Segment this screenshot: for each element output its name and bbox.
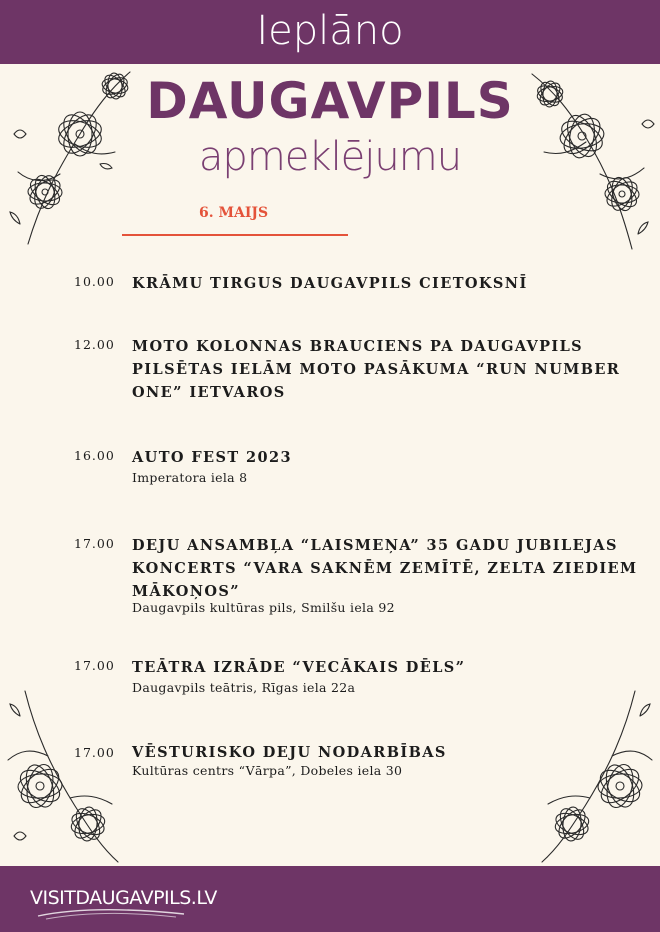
- event-location: Daugavpils teātris, Rīgas iela 22a: [132, 680, 356, 695]
- flower-decoration-top-right-icon: [520, 64, 660, 254]
- event-time: 17.00: [74, 658, 115, 673]
- event-title: MOTO KOLONNAS BRAUCIENS PA DAUGAVPILS PILSĒTAS IELĀM MOTO PASĀKUMA “RUN NUMBER ONE” IETVAROS: [132, 338, 621, 401]
- swoosh-icon: [36, 906, 186, 920]
- event-date: 6. MAIJS: [199, 205, 269, 221]
- event-time: 16.00: [74, 448, 115, 463]
- event-title: KRĀMU TIRGUS DAUGAVPILS CIETOKSNĪ: [132, 275, 528, 292]
- brand-logo[interactable]: VISITDAUGAVPILS.LV: [30, 887, 217, 909]
- event-title: AUTO FEST 2023: [132, 449, 292, 466]
- event-location: Imperatora iela 8: [132, 470, 248, 485]
- date-underline: [122, 234, 348, 236]
- pre-title: Ieplāno: [256, 8, 404, 54]
- flower-decoration-bottom-left-icon: [0, 686, 130, 866]
- event-time: 12.00: [74, 337, 115, 352]
- flower-decoration-bottom-right-icon: [530, 686, 660, 866]
- event-title: TEĀTRA IZRĀDE “VECĀKAIS DĒLS”: [132, 659, 466, 676]
- subtitle: apmeklējumu: [198, 134, 462, 180]
- flower-decoration-top-left-icon: [0, 64, 140, 254]
- bottom-band: [0, 866, 660, 932]
- event-title: VĒSTURISKO DEJU NODARBĪBAS: [132, 744, 447, 761]
- event-location: Daugavpils kultūras pils, Smilšu iela 92: [132, 600, 395, 615]
- event-time: 10.00: [74, 274, 115, 289]
- event-time: 17.00: [74, 536, 115, 551]
- event-location: Kultūras centrs “Vārpa”, Dobeles iela 30: [132, 763, 403, 778]
- city-title: DAUGAVPILS: [146, 72, 514, 130]
- top-band: [0, 0, 660, 64]
- event-title: DEJU ANSAMBĻA “LAISMEŅA” 35 GADU JUBILEJAS KONCERTS “VARA SAKNĒM ZEMĪTĒ, ZELTA ZIEDIEM MĀKOŅOS”: [132, 537, 638, 600]
- event-time: 17.00: [74, 745, 115, 760]
